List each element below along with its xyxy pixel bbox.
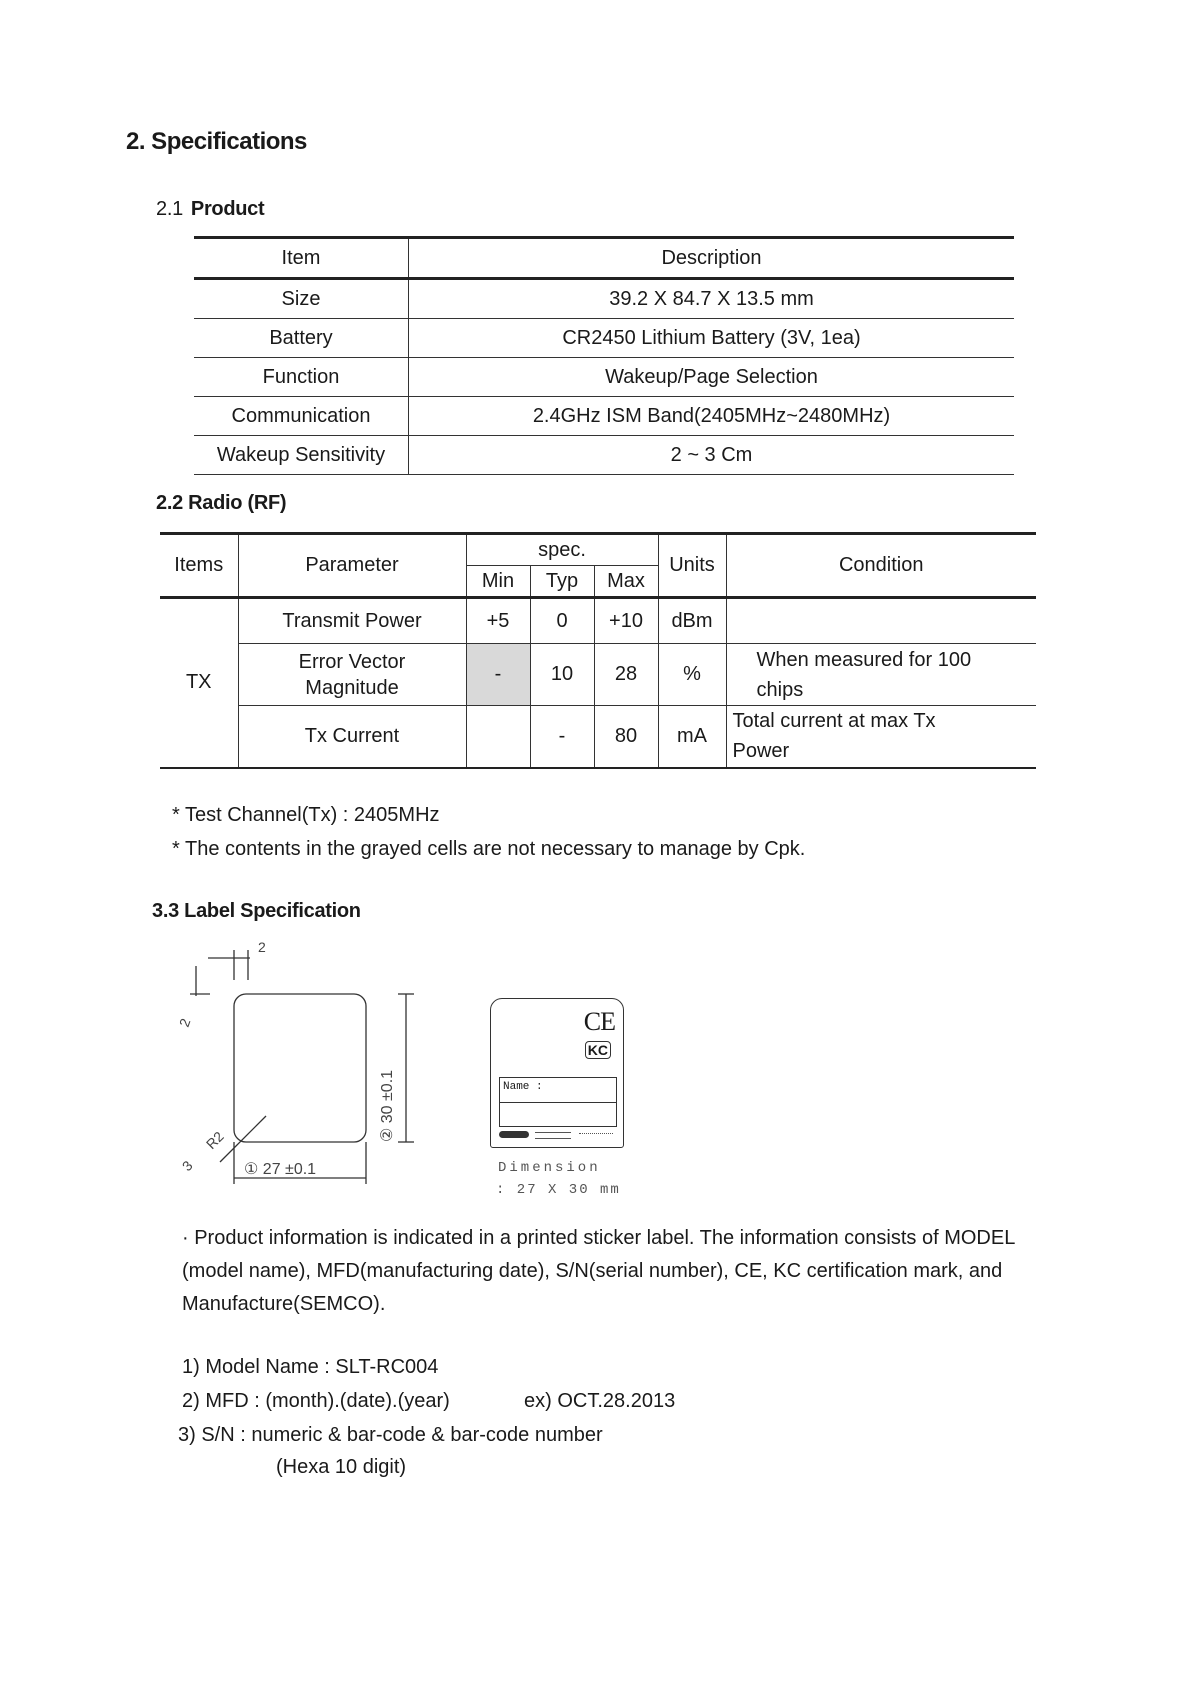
sticker-caption-line2: : 27 X 30 mm	[496, 1182, 621, 1198]
manufacturer-text-mark	[535, 1132, 571, 1139]
manufacturer-text-mark-2	[579, 1133, 613, 1137]
table-row	[194, 358, 1014, 397]
mfd-example: ex) OCT.28.2013	[524, 1390, 676, 1412]
note-grayed-cells: * The contents in the grayed cells are not necessary to manage by Cpk.	[172, 838, 806, 860]
row-condition-line1: When measured for 100	[756, 648, 972, 671]
row-description: CR2450 Lithium Battery (3V, 1ea)	[409, 319, 1015, 358]
rf-table	[160, 532, 1036, 769]
product-heading	[156, 198, 264, 221]
table-row	[160, 644, 1036, 706]
row-units: %	[658, 644, 726, 706]
section-title: 2. Specifications	[126, 128, 307, 155]
row-parameter-line1: Error Vector	[298, 650, 406, 673]
ce-mark-icon: CE	[583, 1007, 615, 1036]
header-item: Item	[194, 238, 409, 279]
row-condition-line2: Power	[732, 740, 790, 763]
sticker-caption-line1: Dimension	[498, 1160, 601, 1176]
name-field-box	[499, 1077, 617, 1127]
row-item: Function	[194, 358, 409, 397]
label-spec-heading: 3.3 Label Specification	[152, 900, 361, 922]
header-description: Description	[409, 238, 1015, 279]
rf-header-row	[160, 534, 1036, 566]
row-units: mA	[658, 706, 726, 768]
row-condition	[726, 706, 1036, 768]
row-parameter: Transmit Power	[238, 598, 466, 644]
dim-top-label: 2	[258, 939, 266, 955]
row-item: Wakeup Sensitivity	[194, 436, 409, 475]
serial-number-sub: (Hexa 10 digit)	[276, 1456, 407, 1478]
table-row	[194, 436, 1014, 475]
label-dimension-drawing	[170, 936, 420, 1196]
header-typ: Typ	[530, 566, 594, 598]
row-typ: 10	[530, 644, 594, 706]
dim-height-label: ② 30 ±0.1	[379, 1069, 396, 1142]
row-max: 80	[594, 706, 658, 768]
dim-left-label: 2	[175, 1016, 194, 1030]
group-tx: TX	[160, 598, 238, 768]
header-parameter: Parameter	[238, 534, 466, 598]
radio-heading: 2.2 Radio (RF)	[156, 492, 287, 514]
row-item: Communication	[194, 397, 409, 436]
row-condition-line2: chips	[756, 678, 804, 701]
row-description: 2 ~ 3 Cm	[409, 436, 1015, 475]
kc-mark-icon: KC	[585, 1041, 611, 1059]
row-condition	[726, 644, 1036, 706]
row-description: 39.2 X 84.7 X 13.5 mm	[409, 279, 1015, 319]
model-name-item: 1) Model Name : SLT-RC004	[182, 1356, 439, 1378]
row-item: Battery	[194, 319, 409, 358]
row-parameter-line2: Magnitude	[305, 676, 399, 699]
note-test-channel: * Test Channel(Tx) : 2405MHz	[172, 804, 440, 826]
radius-label: R2	[202, 1128, 227, 1153]
row-condition-line1: Total current at max Tx	[732, 710, 936, 733]
table-row	[160, 706, 1036, 768]
label-sticker-sample	[490, 998, 624, 1148]
product-heading-title: Product	[190, 198, 265, 220]
row-typ: 0	[530, 598, 594, 644]
row-min: +5	[466, 598, 530, 644]
row-condition	[726, 598, 1036, 644]
product-heading-number: 2.1	[156, 198, 183, 220]
header-spec: spec.	[466, 534, 658, 566]
row-description: 2.4GHz ISM Band(2405MHz~2480MHz)	[409, 397, 1015, 436]
label-description: · Product information is indicated in a printed sticker label. The information consists of MODEL (model name), MFD(manufacturing date), S/N(serial number), CE, KC certification mark, and Manufacture(SEMCO).	[182, 1227, 1015, 1315]
radius-number-label: 3	[178, 1157, 196, 1175]
product-table	[194, 236, 1014, 475]
header-items: Items	[160, 534, 238, 598]
table-row	[194, 319, 1014, 358]
row-typ: -	[530, 706, 594, 768]
row-description: Wakeup/Page Selection	[409, 358, 1015, 397]
row-item: Size	[194, 279, 409, 319]
header-max: Max	[594, 566, 658, 598]
row-max: 28	[594, 644, 658, 706]
samsung-logo-icon	[499, 1131, 529, 1138]
row-parameter: Tx Current	[238, 706, 466, 768]
table-row	[194, 279, 1014, 319]
header-condition: Condition	[726, 534, 1036, 598]
row-min-grayed: -	[466, 644, 530, 706]
header-units: Units	[658, 534, 726, 598]
name-field-label: Name :	[500, 1078, 616, 1103]
table-row	[160, 598, 1036, 644]
mfd-item: 2) MFD : (month).(date).(year)	[182, 1390, 450, 1412]
header-min: Min	[466, 566, 530, 598]
serial-number-item: 3) S/N : numeric & bar-code & bar-code number	[178, 1424, 603, 1446]
row-min	[466, 706, 530, 768]
product-table-header	[194, 238, 1014, 279]
row-units: dBm	[658, 598, 726, 644]
table-row	[194, 397, 1014, 436]
dim-width-label: ① 27 ±0.1	[244, 1161, 317, 1178]
row-parameter	[238, 644, 466, 706]
row-max: +10	[594, 598, 658, 644]
